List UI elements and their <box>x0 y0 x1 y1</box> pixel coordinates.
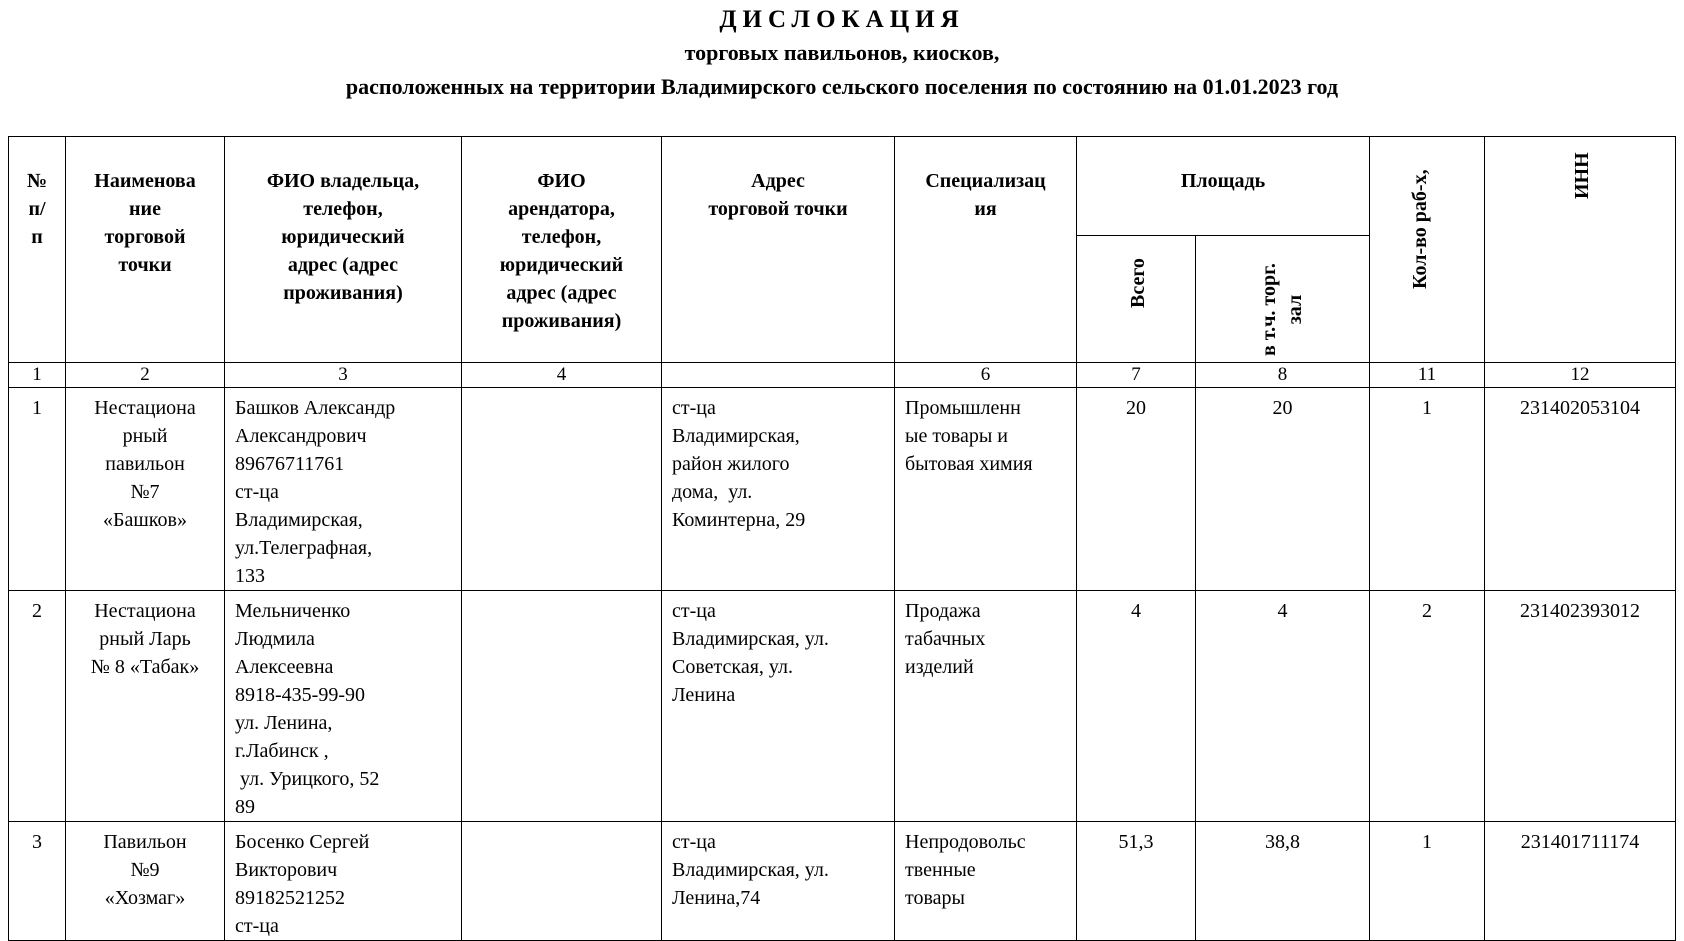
row-spec-line: бытовая химия <box>905 453 1033 475</box>
row-spec-line: табачных <box>905 628 986 650</box>
row-address-line: ст-ца <box>672 397 716 419</box>
row-spec-line: Продажа <box>905 600 981 622</box>
row-name-line: №9 <box>130 859 160 881</box>
document-subtitle: торговых павильонов, киосков, <box>684 40 1000 65</box>
row-inn: 231402393012 <box>1485 591 1676 822</box>
header-workers-label: Кол-во раб-х, <box>1409 169 1432 289</box>
row-spec-line: изделий <box>905 656 974 678</box>
row-owner <box>225 591 462 822</box>
row-address <box>662 822 895 941</box>
row-owner-line: 133 <box>235 565 265 587</box>
header-name: Наименова ние торговой точки <box>66 137 225 363</box>
header-inn <box>1485 137 1676 363</box>
row-name-line: №7 <box>130 481 160 503</box>
header-num: № п/ п <box>9 137 66 363</box>
header-workers <box>1370 137 1485 363</box>
row-area-total: 20 <box>1077 388 1196 591</box>
row-address-line: ст-ца <box>672 831 716 853</box>
table-row <box>9 822 1676 941</box>
table-row <box>9 591 1676 822</box>
row-owner-line: ул. Ленина, <box>235 712 333 734</box>
column-number-row <box>9 363 1676 388</box>
row-owner <box>225 822 462 941</box>
row-area-hall: 20 <box>1196 388 1370 591</box>
row-address-line: район жилого <box>672 453 790 475</box>
header-inn-label: ИНН <box>1571 152 1594 199</box>
column-number-cell: 11 <box>1370 363 1485 388</box>
row-owner-line: Людмила <box>235 628 315 650</box>
row-owner-line: ст-ца <box>235 481 279 503</box>
row-name-line: рный <box>122 425 168 447</box>
header-area-hall <box>1196 236 1370 363</box>
header-address: Адрес торговой точки <box>662 137 895 363</box>
header-tenant: ФИО арендатора, телефон, юридический адрес (адрес проживания) <box>462 137 662 363</box>
row-inn: 231402053104 <box>1485 388 1676 591</box>
row-owner-line: Мельниченко <box>235 600 351 622</box>
dislocation-table <box>8 136 1676 941</box>
column-number-cell: 4 <box>462 363 662 388</box>
row-area-total: 4 <box>1077 591 1196 822</box>
row-owner-line: Александрович <box>235 425 367 447</box>
document-title: ДИСЛОКАЦИЯ <box>719 6 965 33</box>
header-area-total-label: Всего <box>1127 258 1149 308</box>
row-number: 2 <box>9 591 66 822</box>
row-address <box>662 591 895 822</box>
row-spec-line: ые товары и <box>905 425 1008 447</box>
row-address-line: Ленина <box>672 684 736 706</box>
row-owner-line: ул. Урицкого, 52 <box>235 768 380 790</box>
row-address-line: Советская, ул. <box>672 656 793 678</box>
row-address-line: Владимирская, ул. <box>672 628 829 650</box>
row-owner-line: ул.Телеграфная, <box>235 537 373 559</box>
row-name <box>66 388 225 591</box>
row-number: 1 <box>9 388 66 591</box>
row-spec <box>895 822 1077 941</box>
row-spec-line: твенные <box>905 859 976 881</box>
row-spec-line: товары <box>905 887 965 909</box>
row-owner-line: Башков Александр <box>235 397 396 419</box>
table-row <box>9 388 1676 591</box>
column-number-cell: 7 <box>1077 363 1196 388</box>
row-name-line: № 8 «Табак» <box>90 656 200 678</box>
row-address-line: Владимирская, ул. <box>672 859 829 881</box>
row-spec <box>895 388 1077 591</box>
row-owner-line: 89182521252 <box>235 887 345 909</box>
row-address-line: Коминтерна, 29 <box>672 509 806 531</box>
row-owner-line: Владимирская, <box>235 509 363 531</box>
document-subtitle-line2: расположенных на территории Владимирского сельского поселения по состоянию на 01.01.2023 год <box>345 74 1339 99</box>
row-owner-line: Босенко Сергей <box>235 831 370 853</box>
row-owner-line: 89676711761 <box>235 453 345 475</box>
row-name-line: Нестациона <box>94 397 196 419</box>
row-name-line: рный Ларь <box>99 628 191 650</box>
row-inn: 231401711174 <box>1485 822 1676 941</box>
row-name-line: павильон <box>105 453 185 475</box>
row-name-line: Павильон <box>103 831 187 853</box>
header-owner: ФИО владельца, телефон, юридический адрес (адрес проживания) <box>225 137 462 363</box>
row-name <box>66 591 225 822</box>
row-workers: 1 <box>1370 822 1485 941</box>
row-address-line: Владимирская, <box>672 425 800 447</box>
row-workers: 2 <box>1370 591 1485 822</box>
row-owner-line: 8918-435-99-90 <box>235 684 365 706</box>
column-number-cell: 12 <box>1485 363 1676 388</box>
row-name <box>66 822 225 941</box>
column-number-cell: 1 <box>9 363 66 388</box>
column-number-cell: 2 <box>66 363 225 388</box>
column-number-cell: 8 <box>1196 363 1370 388</box>
row-spec-line: Промышленн <box>905 397 1021 419</box>
row-address <box>662 388 895 591</box>
row-workers: 1 <box>1370 388 1485 591</box>
row-owner-line: Викторович <box>235 859 338 881</box>
row-owner-line: 89 <box>235 796 255 818</box>
row-address-line: ст-ца <box>672 600 716 622</box>
row-area-total: 51,3 <box>1077 822 1196 941</box>
row-owner-line: ст-ца <box>235 915 279 937</box>
row-tenant <box>462 388 662 591</box>
row-name-line: Нестациона <box>94 600 196 622</box>
row-tenant <box>462 822 662 941</box>
row-name-line: «Башков» <box>103 509 187 531</box>
row-address-line: Ленина,74 <box>672 887 761 909</box>
row-tenant <box>462 591 662 822</box>
column-number-cell <box>662 363 895 388</box>
column-number-cell: 3 <box>225 363 462 388</box>
row-owner-line: Алексеевна <box>235 656 334 678</box>
row-spec-line: Непродовольс <box>905 831 1026 853</box>
row-area-hall: 38,8 <box>1196 822 1370 941</box>
header-spec: Специализац ия <box>895 137 1077 363</box>
row-owner-line: г.Лабинск , <box>235 740 329 762</box>
row-name-line: «Хозмаг» <box>104 887 186 909</box>
row-spec <box>895 591 1077 822</box>
header-area-total <box>1077 236 1196 363</box>
row-owner <box>225 388 462 591</box>
column-number-cell: 6 <box>895 363 1077 388</box>
row-number: 3 <box>9 822 66 941</box>
row-area-hall: 4 <box>1196 591 1370 822</box>
header-area-hall-label: в т.ч. торг. зал <box>1258 263 1306 356</box>
row-address-line: дома, ул. <box>672 481 753 503</box>
header-area: Площадь <box>1077 137 1370 236</box>
